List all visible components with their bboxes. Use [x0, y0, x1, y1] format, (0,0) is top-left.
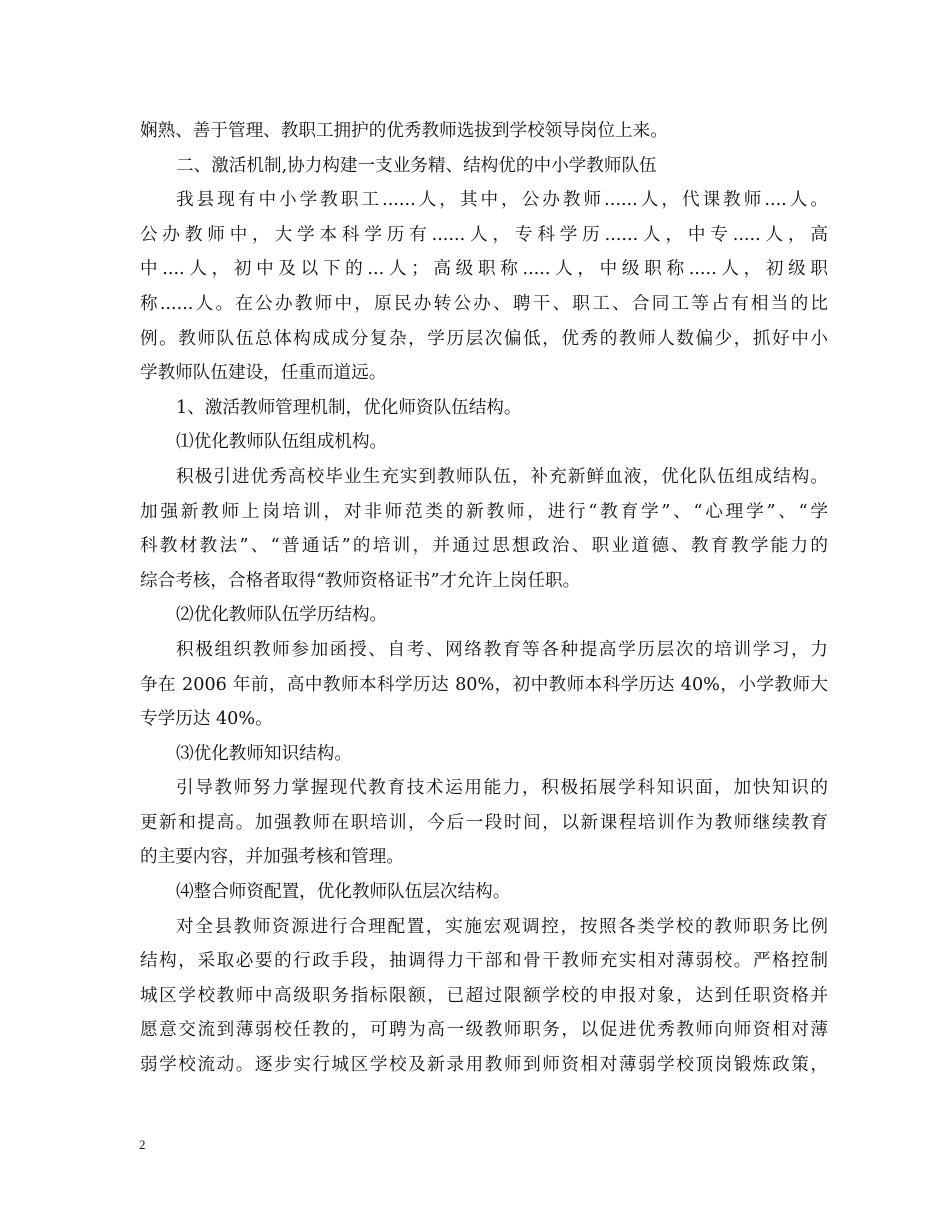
text-line: 愿意交流到薄弱校任教的，可聘为高一级教师职务，以促进优秀教师向师资相对薄: [140, 1020, 828, 1041]
text-line: 专学历达 40%。: [140, 709, 273, 730]
text-line: ⑶优化教师知识结构。: [176, 743, 352, 764]
text-line: 公办教师中，大学本科学历有......人，专科学历......人，中专.....人，高: [140, 224, 828, 245]
text-line: 学教师队伍建设，任重而道远。: [140, 363, 387, 384]
text-line: 对全县教师资源进行合理配置，实施宏观调控，按照各类学校的教师职务比例: [176, 916, 828, 937]
text-line: 积极引进优秀高校毕业生充实到教师队伍，补充新鲜血液，优化队伍组成结构。: [176, 466, 828, 487]
text-line: 我县现有中小学教职工......人，其中，公办教师......人，代课教师....人。: [176, 190, 828, 211]
text-line: 城区学校教师中高级职务指标限额，已超过限额学校的申报对象，达到任职资格并: [140, 985, 828, 1006]
body-text: [140, 114, 828, 1083]
text-line: 称......人。在公办教师中，原民办转公办、聘干、职工、合同工等占有相当的比: [140, 293, 828, 314]
text-line: ⑷整合师资配置，优化教师队伍层次结构。: [176, 882, 511, 903]
page-number: 2: [139, 1137, 146, 1152]
text-line: 弱学校流动。逐步实行城区学校及新录用教师到师资相对薄弱学校顶岗锻炼政策，: [140, 1055, 828, 1076]
text-line: 娴熟、善于管理、教职工拥护的优秀教师选拔到学校领导岗位上来。: [140, 121, 668, 141]
text-line: 争在 2006 年前，高中教师本科学历达 80%，初中教师本科学历达 40%，小学教师大: [140, 674, 828, 695]
text-line: 例。教师队伍总体构成成分复杂，学历层次偏低，优秀的教师人数偏少，抓好中小: [140, 328, 828, 349]
text-line: 1、激活教师管理机制，优化师资队伍结构。: [176, 397, 522, 418]
text-line: 中....人，初中及以下的...人；高级职称.....人，中级职称.....人，初级职: [140, 259, 828, 280]
text-line: ⑴优化教师队伍组成机构。: [176, 432, 388, 453]
text-line: 科教材教法”、“普通话”的培训，并通过思想政治、职业道德、教育教学能力的: [140, 536, 828, 557]
text-line: 结构，采取必要的行政手段，抽调得力干部和骨干教师充实相对薄弱校。严格控制: [140, 951, 828, 972]
text-line: 积极组织教师参加函授、自考、网络教育等各种提高学历层次的培训学习，力: [176, 639, 828, 660]
text-line: 加强新教师上岗培训，对非师范类的新教师，进行“教育学”、“心理学”、“学: [140, 501, 828, 522]
text-line: 综合考核，合格者取得“教师资格证书”才允许上岗任职。: [140, 570, 581, 591]
text-line: 更新和提高。加强教师在职培训，今后一段时间，以新课程培训作为教师继续教育: [140, 812, 828, 833]
text-line: ⑵优化教师队伍学历结构。: [176, 605, 388, 626]
text-line: 的主要内容，并加强考核和管理。: [140, 847, 404, 868]
text-line: 引导教师努力掌握现代教育技术运用能力，积极拓展学科知识面，加快知识的: [176, 778, 828, 799]
text-line: 二、激活机制,协力构建一支业务精、结构优的中小学教师队伍: [176, 155, 657, 176]
